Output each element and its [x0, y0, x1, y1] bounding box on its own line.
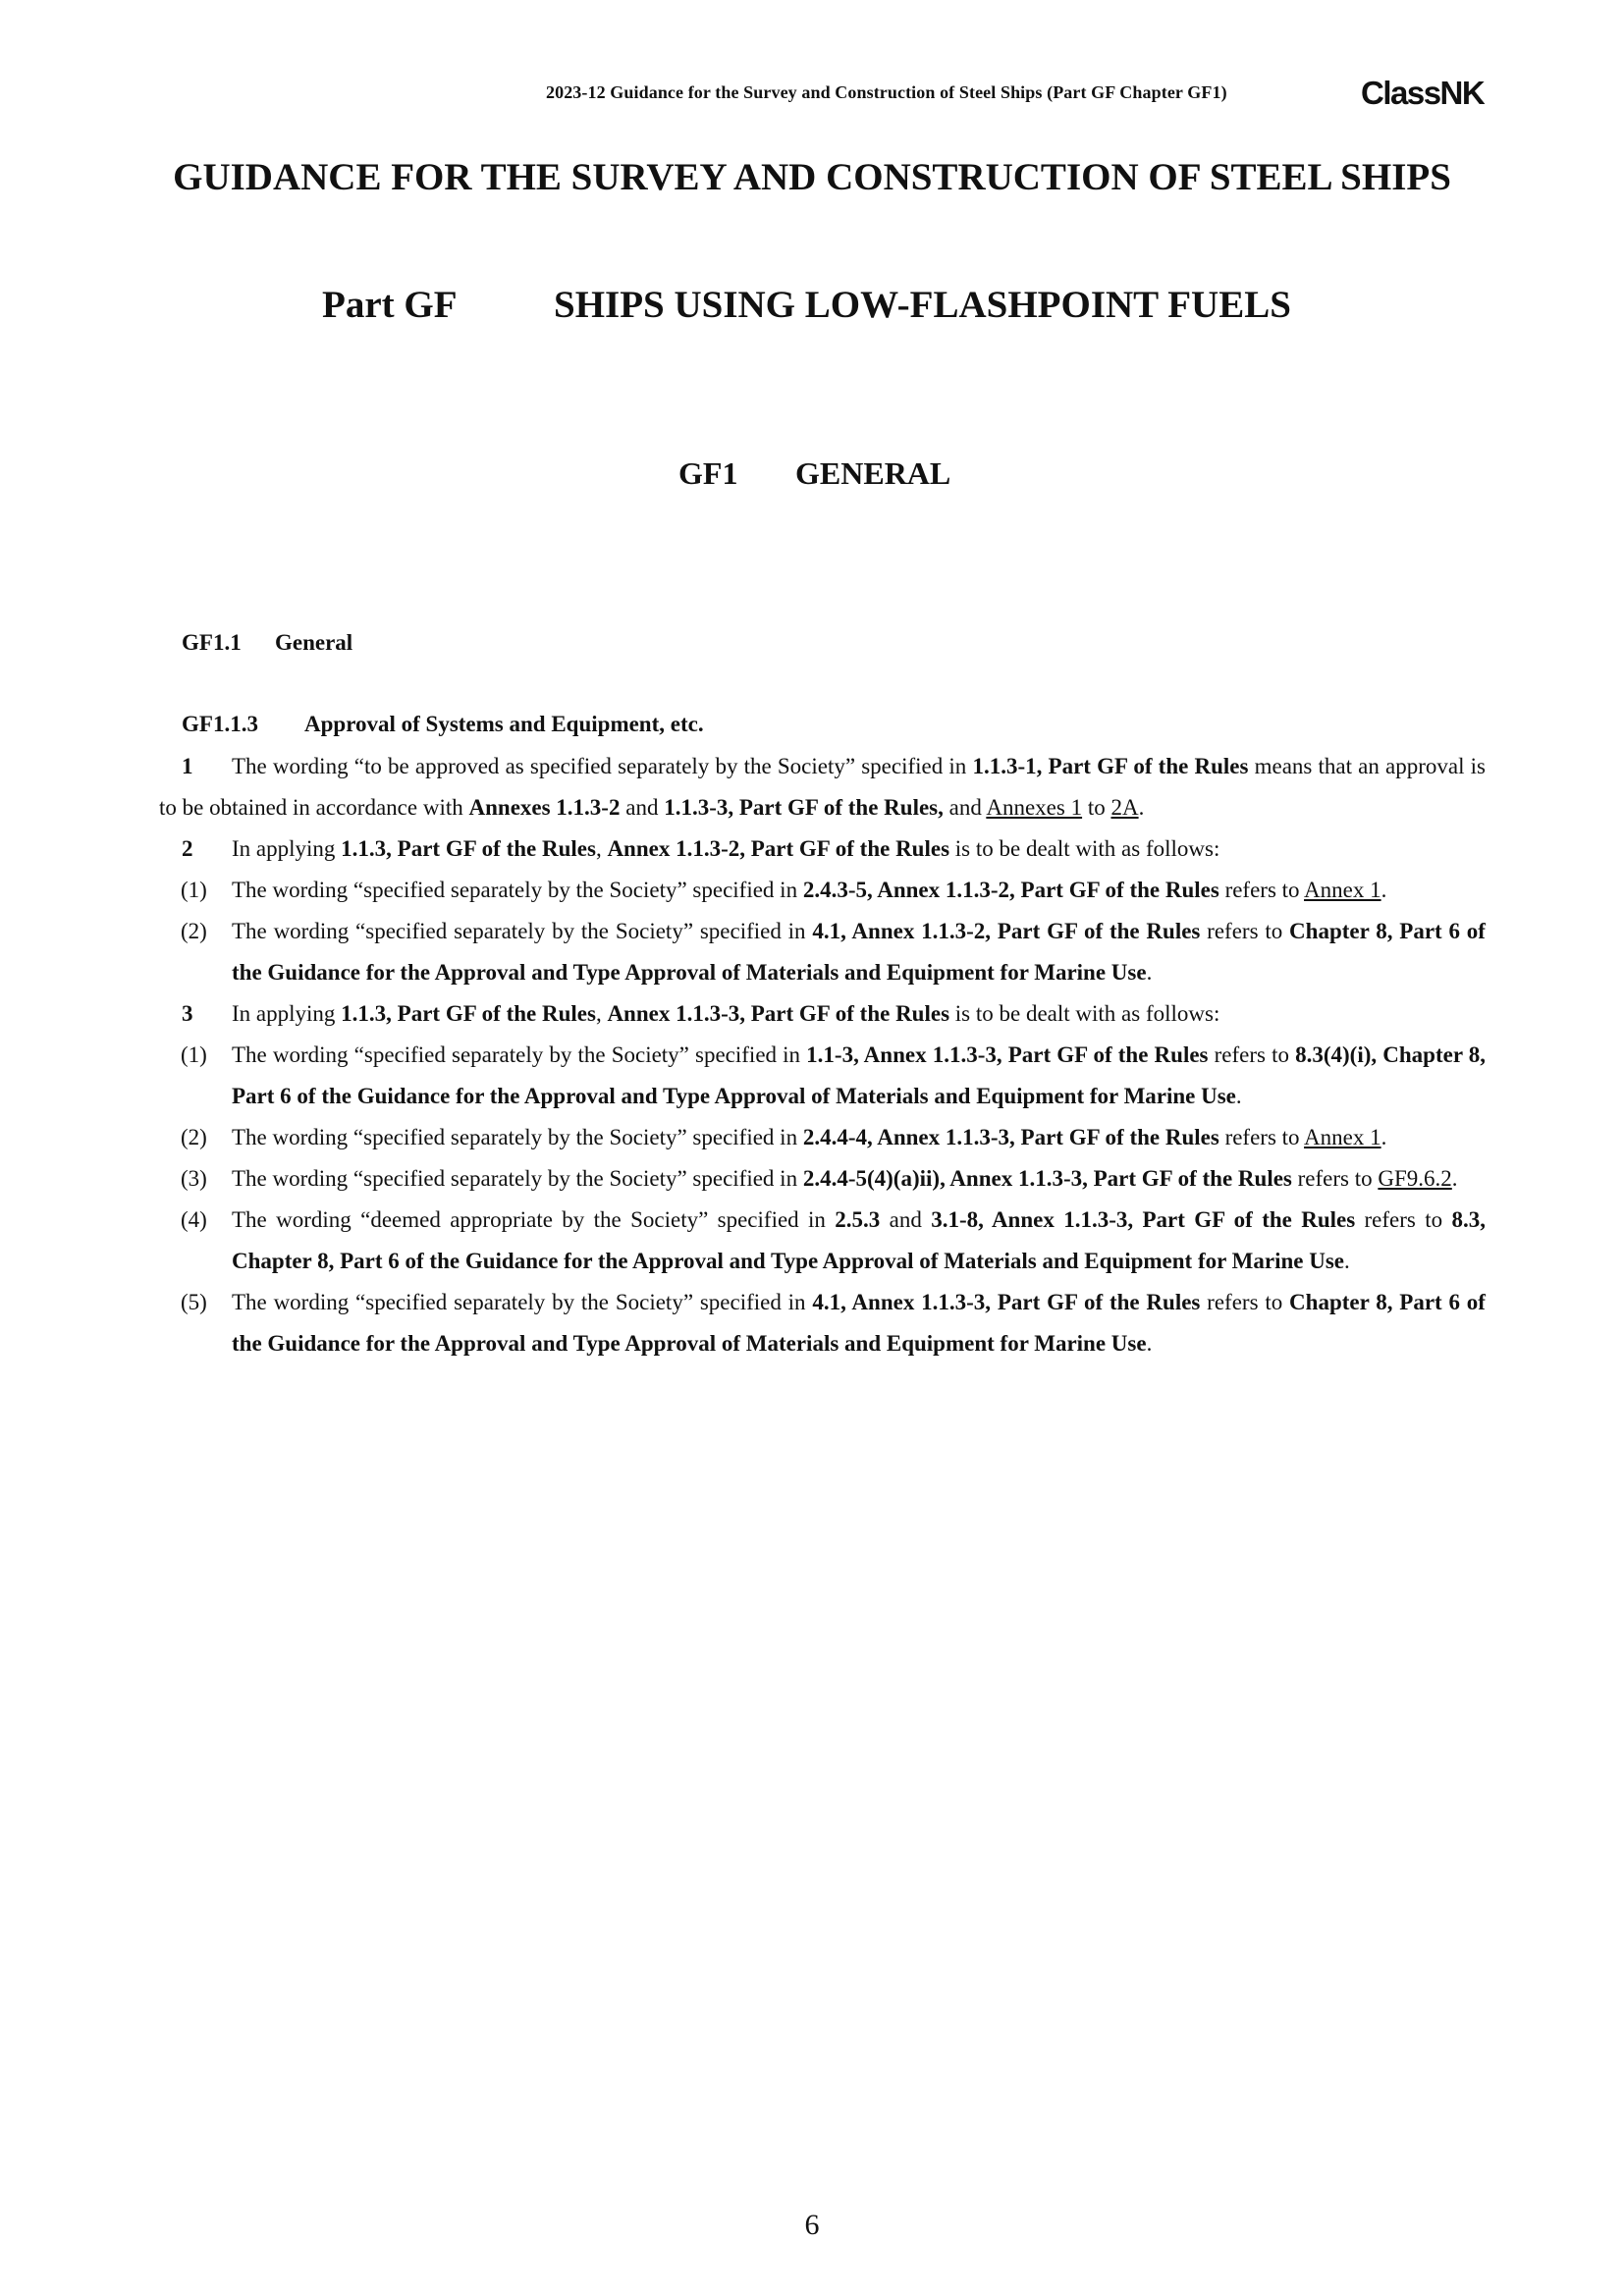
classnk-logo: ClassNK: [1361, 75, 1485, 111]
body-text: [159, 746, 1486, 1364]
list-item: [159, 1282, 1486, 1364]
item-number: (1): [181, 878, 207, 902]
rule-reference: 1.1.3, Part GF of the Rules: [341, 1001, 596, 1026]
item-number: (2): [181, 919, 207, 943]
text-run: .: [1344, 1249, 1350, 1273]
item-number: (1): [181, 1042, 207, 1067]
paragraph-2: [159, 828, 1486, 870]
text-run: and: [880, 1207, 932, 1232]
rule-reference: 2.4.4-5(4)(a)ii), Annex 1.1.3-3, Part GF of the Rules: [802, 1166, 1292, 1191]
text-run: refers to: [1355, 1207, 1452, 1232]
text-run: .: [1380, 1125, 1387, 1149]
page-number: 6: [804, 2209, 820, 2241]
text-run: .: [1146, 960, 1153, 985]
text-run: refers to: [1218, 1125, 1305, 1149]
list-item: [159, 1200, 1486, 1282]
text-run: to: [1082, 795, 1111, 820]
text-run: means that an approval is to be obtained in accordance with: [159, 754, 1487, 820]
text-run: The wording “deemed appropriate by the Society” specified in: [232, 1207, 836, 1232]
chapter-title: GENERAL: [795, 455, 951, 491]
item-number: (4): [181, 1207, 207, 1232]
text-run: refers to: [1218, 878, 1305, 902]
rule-reference: 4.1, Annex 1.1.3-2, Part GF of the Rules: [812, 919, 1201, 943]
list-item: [159, 911, 1486, 993]
rule-reference: Annex 1.1.3-2, Part GF of the Rules: [607, 836, 950, 861]
text-run: is to be dealt with as follows:: [949, 836, 1220, 861]
annex-link[interactable]: Annexes 1: [986, 795, 1083, 820]
part-label: Part GF: [322, 284, 458, 326]
item-number: (3): [181, 1166, 207, 1191]
rule-reference: 1.1.3-3, Part GF of the Rules,: [664, 795, 944, 820]
section-title: General: [275, 630, 353, 655]
text-run: The wording “specified separately by the Society” specified in: [232, 1166, 803, 1191]
list-item: [159, 1035, 1486, 1117]
text-run: The wording “specified separately by the Society” specified in: [232, 878, 803, 902]
rule-reference: 2.5.3: [835, 1207, 881, 1232]
text-run: The wording “specified separately by the Society” specified in: [232, 919, 813, 943]
subsection-number: GF1.1.3: [182, 712, 258, 736]
rule-reference: Chapter 8, Part 6 of the Guidance for the Approval and Type Approval of Materials and Equipment for Marine Use: [232, 919, 1486, 985]
subsection-title: Approval of Systems and Equipment, etc.: [304, 712, 704, 736]
rule-reference: 2.4.4-4, Annex 1.1.3-3, Part GF of the Rules: [802, 1125, 1219, 1149]
text-run: .: [1235, 1084, 1242, 1108]
text-run: refers to: [1200, 919, 1290, 943]
rule-reference: 8.3(4)(i), Chapter 8, Part 6 of the Guidance for the Approval and Type Approval of Materials and Equipment for Marine Use: [232, 1042, 1486, 1108]
list-item: [159, 1158, 1486, 1200]
text-run: .: [1138, 795, 1145, 820]
annex-link[interactable]: Annex 1: [1304, 878, 1381, 902]
rule-reference: 1.1-3, Annex 1.1.3-3, Part GF of the Rules: [806, 1042, 1209, 1067]
section-link[interactable]: GF9.6.2: [1378, 1166, 1452, 1191]
text-run: and: [943, 795, 987, 820]
rule-reference: 8.3, Chapter 8, Part 6 of the Guidance for the Approval and Type Approval of Materials and Equipment for Marine Use: [232, 1207, 1486, 1273]
text-run: In applying: [232, 1001, 342, 1026]
list-item: [159, 870, 1486, 911]
paragraph-number: 2: [182, 836, 193, 861]
text-run: ,: [595, 1001, 608, 1026]
paragraph-3: [159, 993, 1486, 1035]
list-item: [159, 1117, 1486, 1158]
rule-reference: Annex 1.1.3-3, Part GF of the Rules: [607, 1001, 950, 1026]
text-run: ,: [595, 836, 608, 861]
text-run: .: [1146, 1331, 1153, 1356]
item-number: (2): [181, 1125, 207, 1149]
rule-reference: 1.1.3-1, Part GF of the Rules: [972, 754, 1249, 778]
subsection-heading: [182, 712, 704, 737]
annex-link[interactable]: Annex 1: [1304, 1125, 1381, 1149]
section-number: GF1.1: [182, 630, 242, 655]
document-title: GUIDANCE FOR THE SURVEY AND CONSTRUCTION OF STEEL SHIPS: [173, 156, 1451, 198]
rule-reference: 3.1-8, Annex 1.1.3-3, Part GF of the Rules: [931, 1207, 1356, 1232]
text-run: is to be dealt with as follows:: [949, 1001, 1220, 1026]
text-run: The wording “specified separately by the Society” specified in: [232, 1290, 813, 1314]
rule-reference: Chapter 8, Part 6 of the Guidance for the Approval and Type Approval of Materials and Equipment for Marine Use: [232, 1290, 1486, 1356]
rule-reference: 2.4.3-5, Annex 1.1.3-2, Part GF of the Rules: [802, 878, 1219, 902]
annex-link[interactable]: 2A: [1110, 795, 1139, 820]
text-run: .: [1380, 878, 1387, 902]
paragraph-number: 3: [182, 1001, 193, 1026]
text-run: refers to: [1291, 1166, 1379, 1191]
part-title: SHIPS USING LOW-FLASHPOINT FUELS: [554, 284, 1291, 326]
rule-reference: 4.1, Annex 1.1.3-3, Part GF of the Rules: [812, 1290, 1201, 1314]
text-run: refers to: [1208, 1042, 1296, 1067]
section-heading: [182, 630, 352, 656]
chapter-number: GF1: [678, 455, 738, 491]
text-run: refers to: [1200, 1290, 1290, 1314]
rule-reference: Annexes 1.1.3-2: [468, 795, 621, 820]
item-number: (5): [181, 1290, 207, 1314]
text-run: The wording “specified separately by the Society” specified in: [232, 1125, 803, 1149]
text-run: The wording “to be approved as specified separately by the Society” specified in: [232, 754, 973, 778]
text-run: The wording “specified separately by the Society” specified in: [232, 1042, 807, 1067]
text-run: In applying: [232, 836, 342, 861]
rule-reference: 1.1.3, Part GF of the Rules: [341, 836, 596, 861]
running-head: 2023-12 Guidance for the Survey and Construction of Steel Ships (Part GF Chapter GF1): [546, 82, 1227, 102]
text-run: .: [1451, 1166, 1458, 1191]
paragraph-number: 1: [182, 754, 193, 778]
paragraph-1: [159, 746, 1486, 828]
text-run: and: [620, 795, 665, 820]
